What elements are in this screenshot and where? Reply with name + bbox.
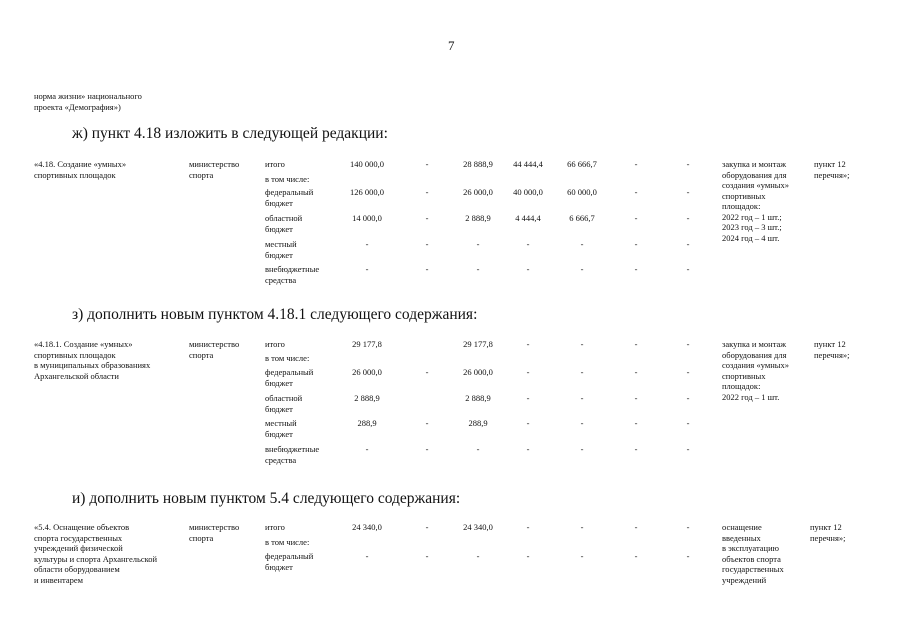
- block2-result-line: создания «умных»: [722, 360, 789, 370]
- block2-value-cell: -: [425, 418, 429, 428]
- block2-value-cell: 2 888,9: [354, 393, 380, 403]
- block1-value-cell: -: [580, 239, 584, 249]
- block1-value-cell: -: [634, 159, 638, 169]
- block3-source-label: [265, 522, 285, 533]
- block3-result: [722, 522, 784, 585]
- block2-value-cell: -: [526, 393, 530, 403]
- block1-source-label: [265, 213, 302, 234]
- block2-value-cell: 288,9: [357, 418, 377, 428]
- block1-value-cell: -: [365, 264, 369, 274]
- block2-value-cell: 26 000,0: [352, 367, 382, 377]
- block2-name-line: «4.18.1. Создание «умных»: [34, 339, 133, 349]
- block1-value-cell: 140 000,0: [350, 159, 384, 169]
- block3-result-line: объектов спорта: [722, 553, 781, 564]
- block1-result-line: 2022 год – 1 шт.;: [722, 211, 782, 222]
- block2-value-cell: -: [686, 418, 690, 428]
- block2-source-label: [265, 339, 285, 350]
- block1-source-label-line: средства: [265, 274, 297, 285]
- block2-result-line: площадок:: [722, 381, 761, 391]
- block1-value-cell: -: [634, 264, 638, 274]
- block1-value-cell: -: [686, 213, 690, 223]
- block2-value-cell: -: [686, 444, 690, 454]
- block2-ministry-line: спорта: [189, 349, 214, 360]
- block2-value-cell: -: [365, 444, 369, 454]
- block1-reference-line: перечня»;: [814, 169, 850, 180]
- block3-name-line: спорта государственных: [34, 532, 123, 543]
- block1-value-cell: -: [686, 239, 690, 249]
- block2-name-line: спортивных площадок: [34, 349, 116, 360]
- block2-value-cell: -: [580, 393, 584, 403]
- block2-value-cell: -: [580, 339, 584, 349]
- block3-name: [34, 522, 157, 585]
- block1-value-cell: -: [476, 239, 480, 249]
- block3-ministry: [189, 522, 239, 543]
- block3-value-cell: -: [365, 551, 369, 561]
- block1-value-cell: -: [634, 239, 638, 249]
- block1-result-line: создания «умных»: [722, 180, 789, 190]
- block2-value-cell: -: [686, 393, 690, 403]
- block2-name-line: в муниципальных образованиях: [34, 360, 151, 370]
- block1-ministry: [189, 159, 239, 180]
- prev-text-line: проекта «Демография»): [34, 101, 121, 112]
- block2-value-cell: -: [580, 418, 584, 428]
- prev-text-line: норма жизни» национального: [34, 91, 142, 101]
- block2-value-cell: -: [526, 444, 530, 454]
- block2-value-cell: 26 000,0: [463, 367, 493, 377]
- block3-name-line: культуры и спорта Архангельской: [34, 553, 158, 564]
- block2-ministry: [189, 339, 239, 360]
- block3-reference-line: перечня»;: [810, 532, 846, 543]
- block2-reference-line: перечня»;: [814, 349, 850, 360]
- block3-source-label-line: федеральный: [265, 551, 314, 561]
- block1-value-cell: -: [425, 159, 429, 169]
- block3-value-cell: -: [580, 522, 584, 532]
- block2-value-cell: 29 177,8: [463, 339, 493, 349]
- block2-value-cell: -: [686, 367, 690, 377]
- block3-name-line: и инвентарем: [34, 574, 84, 585]
- block2-value-cell: -: [580, 367, 584, 377]
- block1-value-cell: -: [686, 264, 690, 274]
- block1-value-cell: 40 000,0: [513, 187, 543, 197]
- block1-value-cell: -: [425, 187, 429, 197]
- block1-name-line: «4.18. Создание «умных»: [34, 159, 127, 169]
- block1-value-cell: 126 000,0: [350, 187, 384, 197]
- block1-value-cell: 28 888,9: [463, 159, 493, 169]
- block2-source-label: [265, 393, 302, 414]
- block3-result-line: учреждений: [722, 574, 767, 585]
- block1-result: [722, 159, 789, 243]
- block2-value-cell: -: [634, 393, 638, 403]
- block1-value-cell: -: [580, 264, 584, 274]
- block3-result-line: в эксплуатацию: [722, 543, 779, 553]
- block2-value-cell: -: [580, 444, 584, 454]
- block1-source-label-line: местный: [265, 239, 297, 249]
- block1-result-line: площадок:: [722, 201, 761, 211]
- block2-result-line: спортивных: [722, 370, 766, 381]
- block1-value-cell: 2 888,9: [465, 213, 491, 223]
- block2-value-cell: -: [634, 339, 638, 349]
- block2-value-cell: -: [634, 444, 638, 454]
- block1-value-cell: -: [634, 187, 638, 197]
- block2-value-cell: -: [425, 367, 429, 377]
- block3-result-line: оснащение: [722, 522, 762, 532]
- block2-value-cell: -: [634, 367, 638, 377]
- block3-value-cell: -: [526, 522, 530, 532]
- block2-value-cell: 2 888,9: [465, 393, 491, 403]
- block1-value-cell: -: [686, 187, 690, 197]
- block1-source-label-line: областной: [265, 213, 303, 223]
- block3-value-cell: -: [580, 551, 584, 561]
- block3-ministry-line: спорта: [189, 532, 214, 543]
- block2-value-cell: -: [526, 367, 530, 377]
- block3-value-cell: -: [634, 522, 638, 532]
- block1-value-cell: -: [425, 239, 429, 249]
- block1-value-cell: -: [526, 239, 530, 249]
- block1-value-cell: 4 444,4: [515, 213, 541, 223]
- block3-reference: [810, 522, 845, 543]
- block1-reference-line: пункт 12: [814, 159, 846, 169]
- block2-reference-line: пункт 12: [814, 339, 846, 349]
- block2-source-label-line: внебюджетные: [265, 444, 320, 454]
- block2-value-cell: 29 177,8: [352, 339, 382, 349]
- block2-source-label-line: средства: [265, 454, 297, 465]
- block1-value-cell: -: [425, 213, 429, 223]
- block3-value-cell: 24 340,0: [352, 522, 382, 532]
- block1-value-cell: 6 666,7: [569, 213, 595, 223]
- block1-source-label: [265, 187, 313, 208]
- block1-value-cell: 14 000,0: [352, 213, 382, 223]
- block2-ministry-line: министерство: [189, 339, 240, 349]
- previous-row-text: [34, 91, 142, 112]
- block1-value-cell: -: [365, 239, 369, 249]
- block3-source-label-line: бюджет: [265, 561, 293, 572]
- block3-value-cell: -: [634, 551, 638, 561]
- block1-value-cell: 60 000,0: [567, 187, 597, 197]
- block1-value-cell: -: [476, 264, 480, 274]
- block2-source-label-line: итого: [265, 339, 285, 349]
- block2-source-label: [265, 353, 309, 364]
- block3-value-cell: -: [686, 522, 690, 532]
- block3-name-line: учреждений физической: [34, 543, 123, 553]
- block3-result-line: государственных: [722, 564, 784, 574]
- block2-source-label-line: бюджет: [265, 403, 293, 414]
- block2-source-label-line: бюджет: [265, 377, 293, 388]
- block3-name-line: области оборудованием: [34, 564, 120, 574]
- block1-source-label-line: итого: [265, 159, 285, 169]
- block2-value-cell: -: [476, 444, 480, 454]
- page-number: 7: [448, 38, 455, 53]
- block2-result: [722, 339, 789, 402]
- block1-result-line: 2024 год – 4 шт.: [722, 232, 780, 243]
- block2-source-label-line: местный: [265, 418, 297, 428]
- block1-source-label-line: в том числе:: [265, 174, 310, 184]
- block2-result-line: оборудования для: [722, 349, 787, 360]
- block3-name-line: «5.4. Оснащение объектов: [34, 522, 130, 532]
- block2-value-cell: -: [425, 444, 429, 454]
- block2-source-label-line: федеральный: [265, 367, 314, 377]
- block1-source-label-line: бюджет: [265, 223, 293, 234]
- block2-source-label: [265, 418, 297, 439]
- block2-source-label-line: бюджет: [265, 428, 293, 439]
- block1-result-line: 2023 год – 3 шт.;: [722, 222, 782, 232]
- block3-source-label-line: итого: [265, 522, 285, 532]
- block1-source-label-line: бюджет: [265, 249, 293, 260]
- block2-value-cell: 288,9: [468, 418, 488, 428]
- block1-value-cell: 44 444,4: [513, 159, 543, 169]
- block1-source-label: [265, 174, 309, 185]
- block1-result-line: спортивных: [722, 190, 766, 201]
- block1-source-label: [265, 239, 297, 260]
- block1-name-line: спортивных площадок: [34, 169, 116, 180]
- block2-source-label-line: в том числе:: [265, 353, 310, 363]
- block1-value-cell: -: [634, 213, 638, 223]
- block2-source-label: [265, 444, 319, 465]
- block3-value-cell: -: [476, 551, 480, 561]
- block3-source-label: [265, 551, 313, 572]
- section-heading-i: и) дополнить новым пунктом 5.4 следующего содержания:: [72, 490, 461, 507]
- block1-value-cell: -: [526, 264, 530, 274]
- block3-value-cell: -: [686, 551, 690, 561]
- block2-name-line: Архангельской области: [34, 370, 119, 381]
- block3-source-label: [265, 537, 309, 548]
- block1-source-label: [265, 264, 319, 285]
- block1-value-cell: 26 000,0: [463, 187, 493, 197]
- block1-reference: [814, 159, 849, 180]
- block1-name: [34, 159, 126, 180]
- block3-value-cell: -: [526, 551, 530, 561]
- block3-value-cell: -: [425, 551, 429, 561]
- block1-ministry-line: спорта: [189, 169, 214, 180]
- block2-result-line: закупка и монтаж: [722, 339, 787, 349]
- block2-name: [34, 339, 150, 381]
- block1-value-cell: 66 666,7: [567, 159, 597, 169]
- block1-value-cell: -: [425, 264, 429, 274]
- block3-reference-line: пункт 12: [810, 522, 842, 532]
- block1-ministry-line: министерство: [189, 159, 240, 169]
- block2-value-cell: -: [634, 418, 638, 428]
- block3-value-cell: -: [425, 522, 429, 532]
- block1-result-line: оборудования для: [722, 169, 787, 180]
- block1-source-label: [265, 159, 285, 170]
- section-heading-zh: ж) пункт 4.18 изложить в следующей редакции:: [72, 125, 388, 142]
- block1-value-cell: -: [686, 159, 690, 169]
- block2-result-line: 2022 год – 1 шт.: [722, 391, 780, 402]
- block2-source-label-line: областной: [265, 393, 303, 403]
- block3-value-cell: 24 340,0: [463, 522, 493, 532]
- block3-ministry-line: министерство: [189, 522, 240, 532]
- block2-value-cell: -: [526, 339, 530, 349]
- block1-result-line: закупка и монтаж: [722, 159, 787, 169]
- section-heading-z: з) дополнить новым пунктом 4.18.1 следующего содержания:: [72, 306, 478, 323]
- block2-reference: [814, 339, 849, 360]
- block1-source-label-line: внебюджетные: [265, 264, 320, 274]
- block2-source-label: [265, 367, 313, 388]
- block3-source-label-line: в том числе:: [265, 537, 310, 547]
- block2-value-cell: -: [526, 418, 530, 428]
- block2-value-cell: -: [686, 339, 690, 349]
- block1-source-label-line: бюджет: [265, 197, 293, 208]
- block1-source-label-line: федеральный: [265, 187, 314, 197]
- block3-result-line: введенных: [722, 532, 761, 543]
